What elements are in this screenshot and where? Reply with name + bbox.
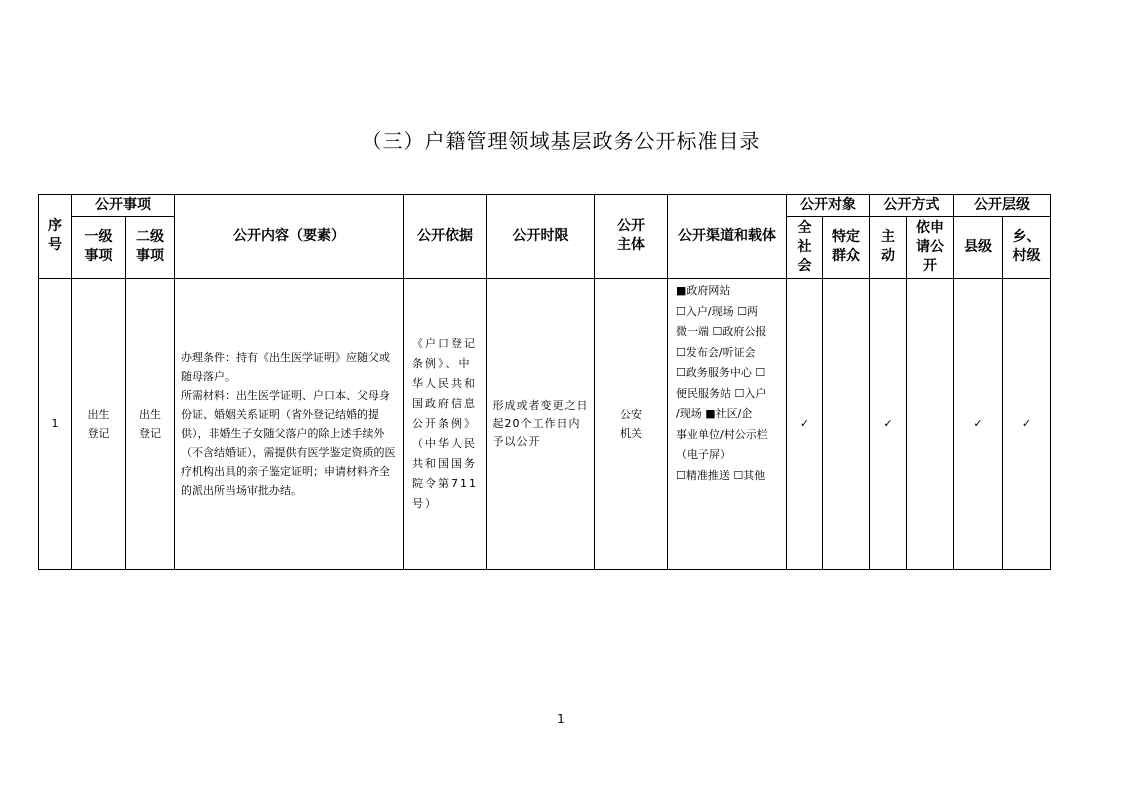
row-level1: 出生登记 <box>72 279 126 570</box>
header-seq: 序号 <box>39 195 72 279</box>
header-whole-society: 全社会 <box>787 217 823 279</box>
channel-line: ☐政务服务中心 ☐ <box>676 366 766 379</box>
header-timing: 公开时限 <box>487 195 595 279</box>
header-public-matter: 公开事项 <box>72 195 175 217</box>
check-whole-society: ✓ <box>787 279 823 570</box>
header-channel: 公开渠道和载体 <box>668 195 787 279</box>
row-seq: 1 <box>39 279 72 570</box>
row-timing: 形成或者变更之日起20个工作日内予以公开 <box>487 279 595 570</box>
content-conditions: 办理条件：持有《出生医学证明》应随父或随母落户。 <box>181 351 390 383</box>
header-content: 公开内容（要素） <box>175 195 404 279</box>
channel-line: 微一端 ☐政府公报 <box>676 325 767 338</box>
header-target: 公开对象 <box>787 195 870 217</box>
header-level2: 二级事项 <box>126 217 175 279</box>
row-channels <box>668 279 787 570</box>
header-basis: 公开依据 <box>404 195 487 279</box>
channel-line: 便民服务站 ☐入户 <box>676 386 767 400</box>
page-title: （三）户籍管理领域基层政务公开标准目录 <box>361 129 761 153</box>
header-on-request: 依申请公开 <box>907 217 954 279</box>
row-basis: 《户口登记条例》、中华人民共和国政府信息公开条例》（中华人民共和国国务院令第711号） <box>404 279 487 570</box>
header-level1: 一级事项 <box>72 217 126 279</box>
header-county: 县级 <box>954 217 1003 279</box>
channel-line: 事业单位/村公示栏 <box>676 427 768 441</box>
channel-line: （电子屏） <box>676 448 731 461</box>
check-active: ✓ <box>870 279 907 570</box>
check-township: ✓ <box>1003 279 1051 570</box>
header-level: 公开层级 <box>954 195 1051 217</box>
header-method: 公开方式 <box>870 195 954 217</box>
check-specific-group <box>823 279 870 570</box>
header-specific-group: 特定群众 <box>823 217 870 279</box>
channel-line: ☐入户/现场 ☐两 <box>676 304 758 318</box>
content-materials: 所需材料：出生医学证明、户口本、父母身份证、婚姻关系证明（省外登记结婚的提供），非婚生子女随父落户的除上述手续外（不含结婚证），需提供有医学鉴定资质的医疗机构出具的亲子鉴定证明；申请材料齐全的派出所当场审批办结。 <box>181 389 396 497</box>
page-number: 1 <box>557 712 565 726</box>
header-subject: 公开主体 <box>595 195 668 279</box>
row-content <box>175 279 404 570</box>
channel-line: ☐精准推送 ☐其他 <box>676 468 766 482</box>
channel-line: /现场 ■社区/企 <box>676 407 753 420</box>
header-active: 主动 <box>870 217 907 279</box>
channel-line: ■政府网站 <box>676 284 731 297</box>
header-row-1 <box>39 195 1051 217</box>
catalog-table <box>38 194 1051 570</box>
check-on-request <box>907 279 954 570</box>
row-level2: 出生登记 <box>126 279 175 570</box>
header-township: 乡、村级 <box>1003 217 1051 279</box>
channel-line: ☐发布会/听证会 <box>676 345 756 359</box>
check-county: ✓ <box>954 279 1003 570</box>
row-subject: 公安机关 <box>595 279 668 570</box>
table-row <box>39 279 1051 570</box>
